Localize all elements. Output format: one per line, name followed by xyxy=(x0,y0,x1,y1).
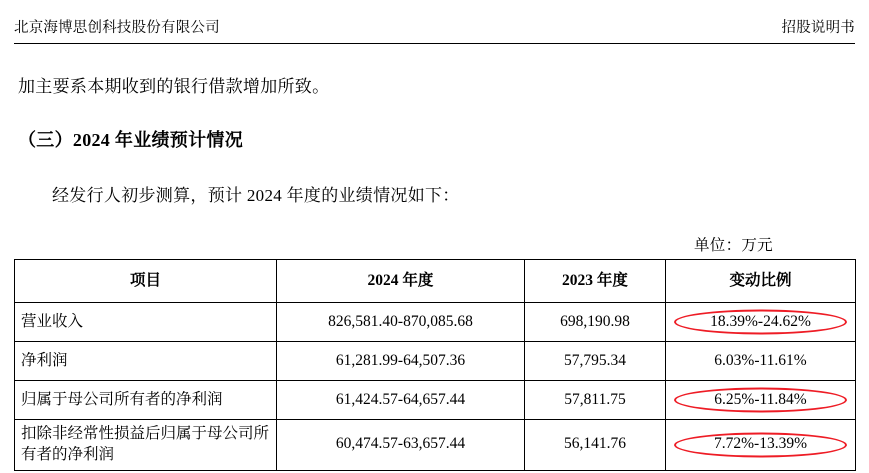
row-item-label: 营业收入 xyxy=(15,303,277,342)
row-change-ratio xyxy=(666,381,856,420)
carryover-paragraph: 加主要系本期收到的银行借款增加所致。 xyxy=(18,77,330,96)
performance-forecast-table xyxy=(14,259,855,471)
table-row xyxy=(15,303,856,342)
running-header xyxy=(14,16,855,42)
row-item-label: 扣除非经常性损益后归属于母公司所有者的净利润 xyxy=(15,420,277,471)
unit-note: 单位：万元 xyxy=(693,237,773,254)
table-row xyxy=(15,420,856,471)
row-value-2023: 56,141.76 xyxy=(525,420,666,471)
row-value-2023: 57,795.34 xyxy=(525,342,666,381)
column-header-item: 项目 xyxy=(15,260,277,303)
row-change-ratio: 6.03%-11.61% xyxy=(666,342,856,381)
row-value-2023: 698,190.98 xyxy=(525,303,666,342)
row-value-2024: 826,581.40-870,085.68 xyxy=(277,303,525,342)
header-divider xyxy=(14,43,855,44)
header-company-name: 北京海博思创科技股份有限公司 xyxy=(14,20,220,36)
intro-paragraph: 经发行人初步测算，预计 2024 年度的业绩情况如下： xyxy=(52,186,460,205)
section-heading: （三）2024 年业绩预计情况 xyxy=(18,130,243,150)
column-header-year-2024: 2024 年度 xyxy=(277,260,525,303)
row-change-ratio-text: 18.39%-24.62% xyxy=(710,312,811,330)
table-row xyxy=(15,342,856,381)
column-header-change-ratio: 变动比例 xyxy=(666,260,856,303)
table-row xyxy=(15,381,856,420)
row-change-ratio xyxy=(666,420,856,471)
row-value-2024: 61,281.99-64,507.36 xyxy=(277,342,525,381)
row-value-2024: 60,474.57-63,657.44 xyxy=(277,420,525,471)
row-value-2023: 57,811.75 xyxy=(525,381,666,420)
row-value-2024: 61,424.57-64,657.44 xyxy=(277,381,525,420)
row-change-ratio-text: 7.72%-13.39% xyxy=(714,435,807,453)
column-header-year-2023: 2023 年度 xyxy=(525,260,666,303)
row-item-label: 归属于母公司所有者的净利润 xyxy=(15,381,277,420)
row-change-ratio-text: 6.25%-11.84% xyxy=(714,390,807,408)
row-item-label: 净利润 xyxy=(15,342,277,381)
header-document-type: 招股说明书 xyxy=(781,20,855,36)
row-change-ratio xyxy=(666,303,856,342)
table-header-row xyxy=(15,260,856,303)
